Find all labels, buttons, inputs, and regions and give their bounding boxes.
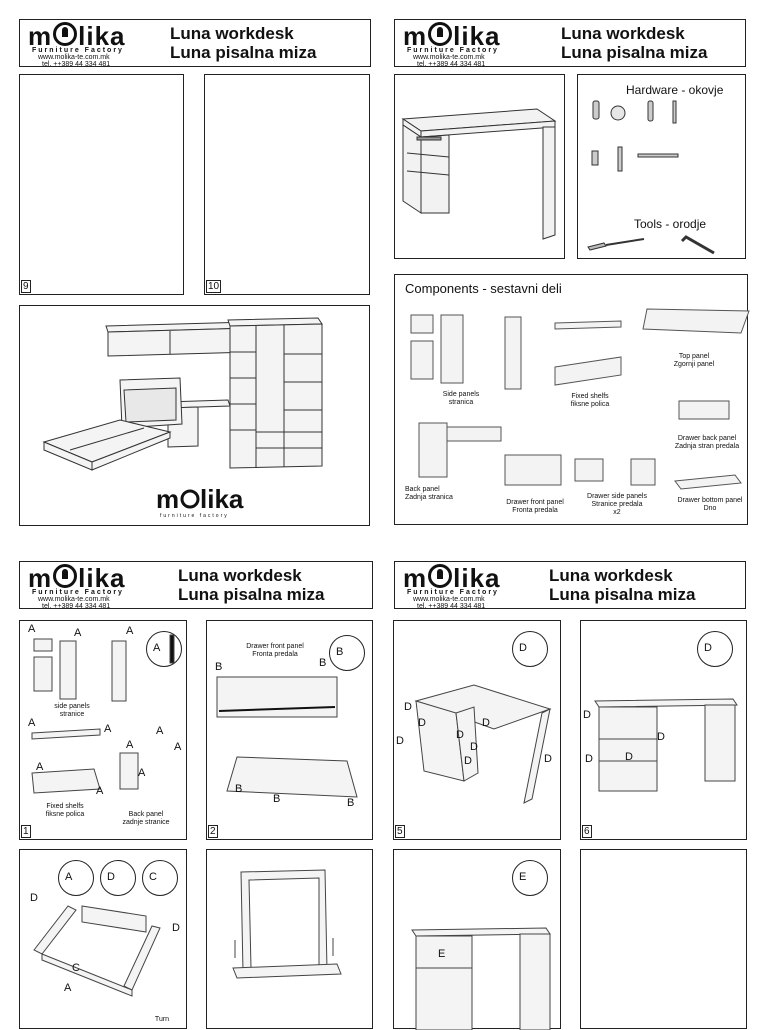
hardware-callout-c: C [142, 860, 178, 896]
components-title: Components - sestavni deli [405, 281, 562, 296]
hardware-callout-a: A [58, 860, 94, 896]
letter-b: B [235, 783, 243, 795]
letter-e: E [438, 948, 446, 960]
page-9-panel [19, 74, 184, 295]
label-fixed-shelfs: Fixed shelfs fiksne polica [45, 803, 85, 818]
label-side-panels: Side panels stranica [442, 391, 480, 406]
hardware-panel [577, 74, 746, 259]
letter-d: D [544, 753, 552, 765]
letter-a: A [28, 623, 36, 635]
brand-tagline: Furniture Factory [32, 47, 124, 54]
brand-tagline: Furniture Factory [32, 589, 124, 596]
label-drawer-back: Drawer back panel Zadnja stran predala [674, 435, 740, 450]
step-3-panel [19, 849, 187, 1029]
page-number: 1 [23, 826, 29, 837]
document-title: Luna workdesk Luna pisalna miza [178, 566, 325, 604]
letter-d: D [585, 753, 593, 765]
step-8-panel [580, 849, 747, 1029]
letter-d: D [464, 755, 472, 767]
letter-a: A [64, 982, 72, 994]
letter-b: B [347, 797, 355, 809]
brand-tagline: Furniture Factory [407, 589, 499, 596]
header-top-right [394, 19, 746, 67]
label-back-panel: Back panel zadnje stranice [122, 811, 170, 826]
hardware-title: Hardware - okovje [626, 83, 724, 97]
hardware-callout-a: A [146, 631, 182, 667]
step-6-panel [580, 620, 747, 840]
hardware-callout-d: D [512, 631, 548, 667]
letter-d: D [482, 717, 490, 729]
letter-d: D [657, 731, 665, 743]
brand-contact: www.molika-te.com.mk tel. ++389 44 334 481 [413, 54, 486, 68]
svg-text:lika: lika [200, 484, 244, 514]
tools-illustration [578, 75, 747, 260]
hardware-callout-b: B [329, 635, 365, 671]
label-drawer-front: Drawer front panel Fronta predala [506, 499, 564, 514]
letter-a: A [126, 625, 134, 637]
brand-contact: www.molika-te.com.mk tel. ++389 44 334 481 [38, 596, 111, 610]
step-7-parts [394, 850, 562, 1030]
letter-d: D [470, 741, 478, 753]
page-number: 2 [210, 826, 216, 837]
svg-text:furniture factory: furniture factory [160, 513, 229, 519]
step-5-panel [393, 620, 561, 840]
step-1-panel [19, 620, 187, 840]
label-side-panels: side panels stranice [54, 703, 90, 718]
step-4-parts [207, 850, 374, 1030]
desk-illustration [395, 75, 566, 260]
label-fixed-shelfs: Fixed shelfs fiksne polica [570, 393, 610, 408]
label-back-panel: Back panel Zadnja stranica [405, 486, 453, 501]
brand-logo: m lika [403, 563, 501, 593]
desk-overview-panel [394, 74, 565, 259]
letter-a: A [104, 723, 112, 735]
document-title: Luna workdesk Luna pisalna miza [170, 24, 317, 62]
letter-a: A [36, 761, 44, 773]
letter-a: A [28, 717, 36, 729]
letter-d: D [418, 717, 426, 729]
document-title: Luna workdesk Luna pisalna miza [561, 24, 708, 62]
letter-a: A [74, 627, 82, 639]
brand-logo: m lika [28, 563, 126, 593]
hardware-callout-e: E [512, 860, 548, 896]
letter-b: B [215, 661, 223, 673]
letter-a: A [174, 741, 182, 753]
brand-contact: www.molika-te.com.mk tel. ++389 44 334 481 [413, 596, 486, 610]
letter-d: D [404, 701, 412, 713]
letter-d: D [625, 751, 633, 763]
bedroom-set-illustration [20, 306, 371, 527]
hardware-callout-d: D [697, 631, 733, 667]
brand-contact: www.molika-te.com.mk tel. ++389 44 334 481 [38, 54, 111, 68]
page-number: 5 [397, 826, 403, 837]
step-4-panel [206, 849, 373, 1029]
molika-logo [156, 484, 244, 519]
step-2-panel [206, 620, 373, 840]
page-number: 9 [23, 281, 29, 292]
step-7-panel [393, 849, 561, 1029]
letter-a: A [126, 739, 134, 751]
letter-d: D [396, 735, 404, 747]
brand-logo: m lika [28, 21, 126, 51]
letter-c: C [72, 962, 80, 974]
brand-tagline: Furniture Factory [407, 47, 499, 54]
hardware-callout-d: D [100, 860, 136, 896]
letter-d: D [583, 709, 591, 721]
document-title: Luna workdesk Luna pisalna miza [549, 566, 696, 604]
header-top-left [19, 19, 371, 67]
letter-a: A [96, 785, 104, 797]
tools-title: Tools - orodje [634, 217, 707, 231]
letter-d: D [456, 729, 464, 741]
label-drawer-side: Drawer side panels Stranice predala x2 [587, 493, 647, 516]
letter-a: A [156, 725, 164, 737]
bedroom-set-panel [19, 305, 370, 526]
header-bottom-right [394, 561, 746, 609]
svg-text:m: m [156, 484, 180, 514]
step-5-parts [394, 621, 562, 841]
header-bottom-left [19, 561, 373, 609]
letter-b: B [273, 793, 281, 805]
letter-b: B [319, 657, 327, 669]
components-panel [394, 274, 748, 525]
step-3-parts [20, 850, 188, 1030]
label-top-panel: Top panel Zgornji panel [673, 353, 715, 368]
brand-logo: m lika [403, 21, 501, 51]
label-drawer-front: Drawer front panel Fronta predala [246, 643, 304, 658]
letter-a: A [138, 767, 146, 779]
label-drawer-bottom: Drawer bottom panel Dno [677, 497, 743, 512]
letter-d: D [172, 922, 180, 934]
page-number: 6 [584, 826, 590, 837]
page-10-panel [204, 74, 370, 295]
page-number: 10 [208, 281, 220, 292]
letter-d: D [30, 892, 38, 904]
label-turn: Turn [154, 1016, 170, 1023]
